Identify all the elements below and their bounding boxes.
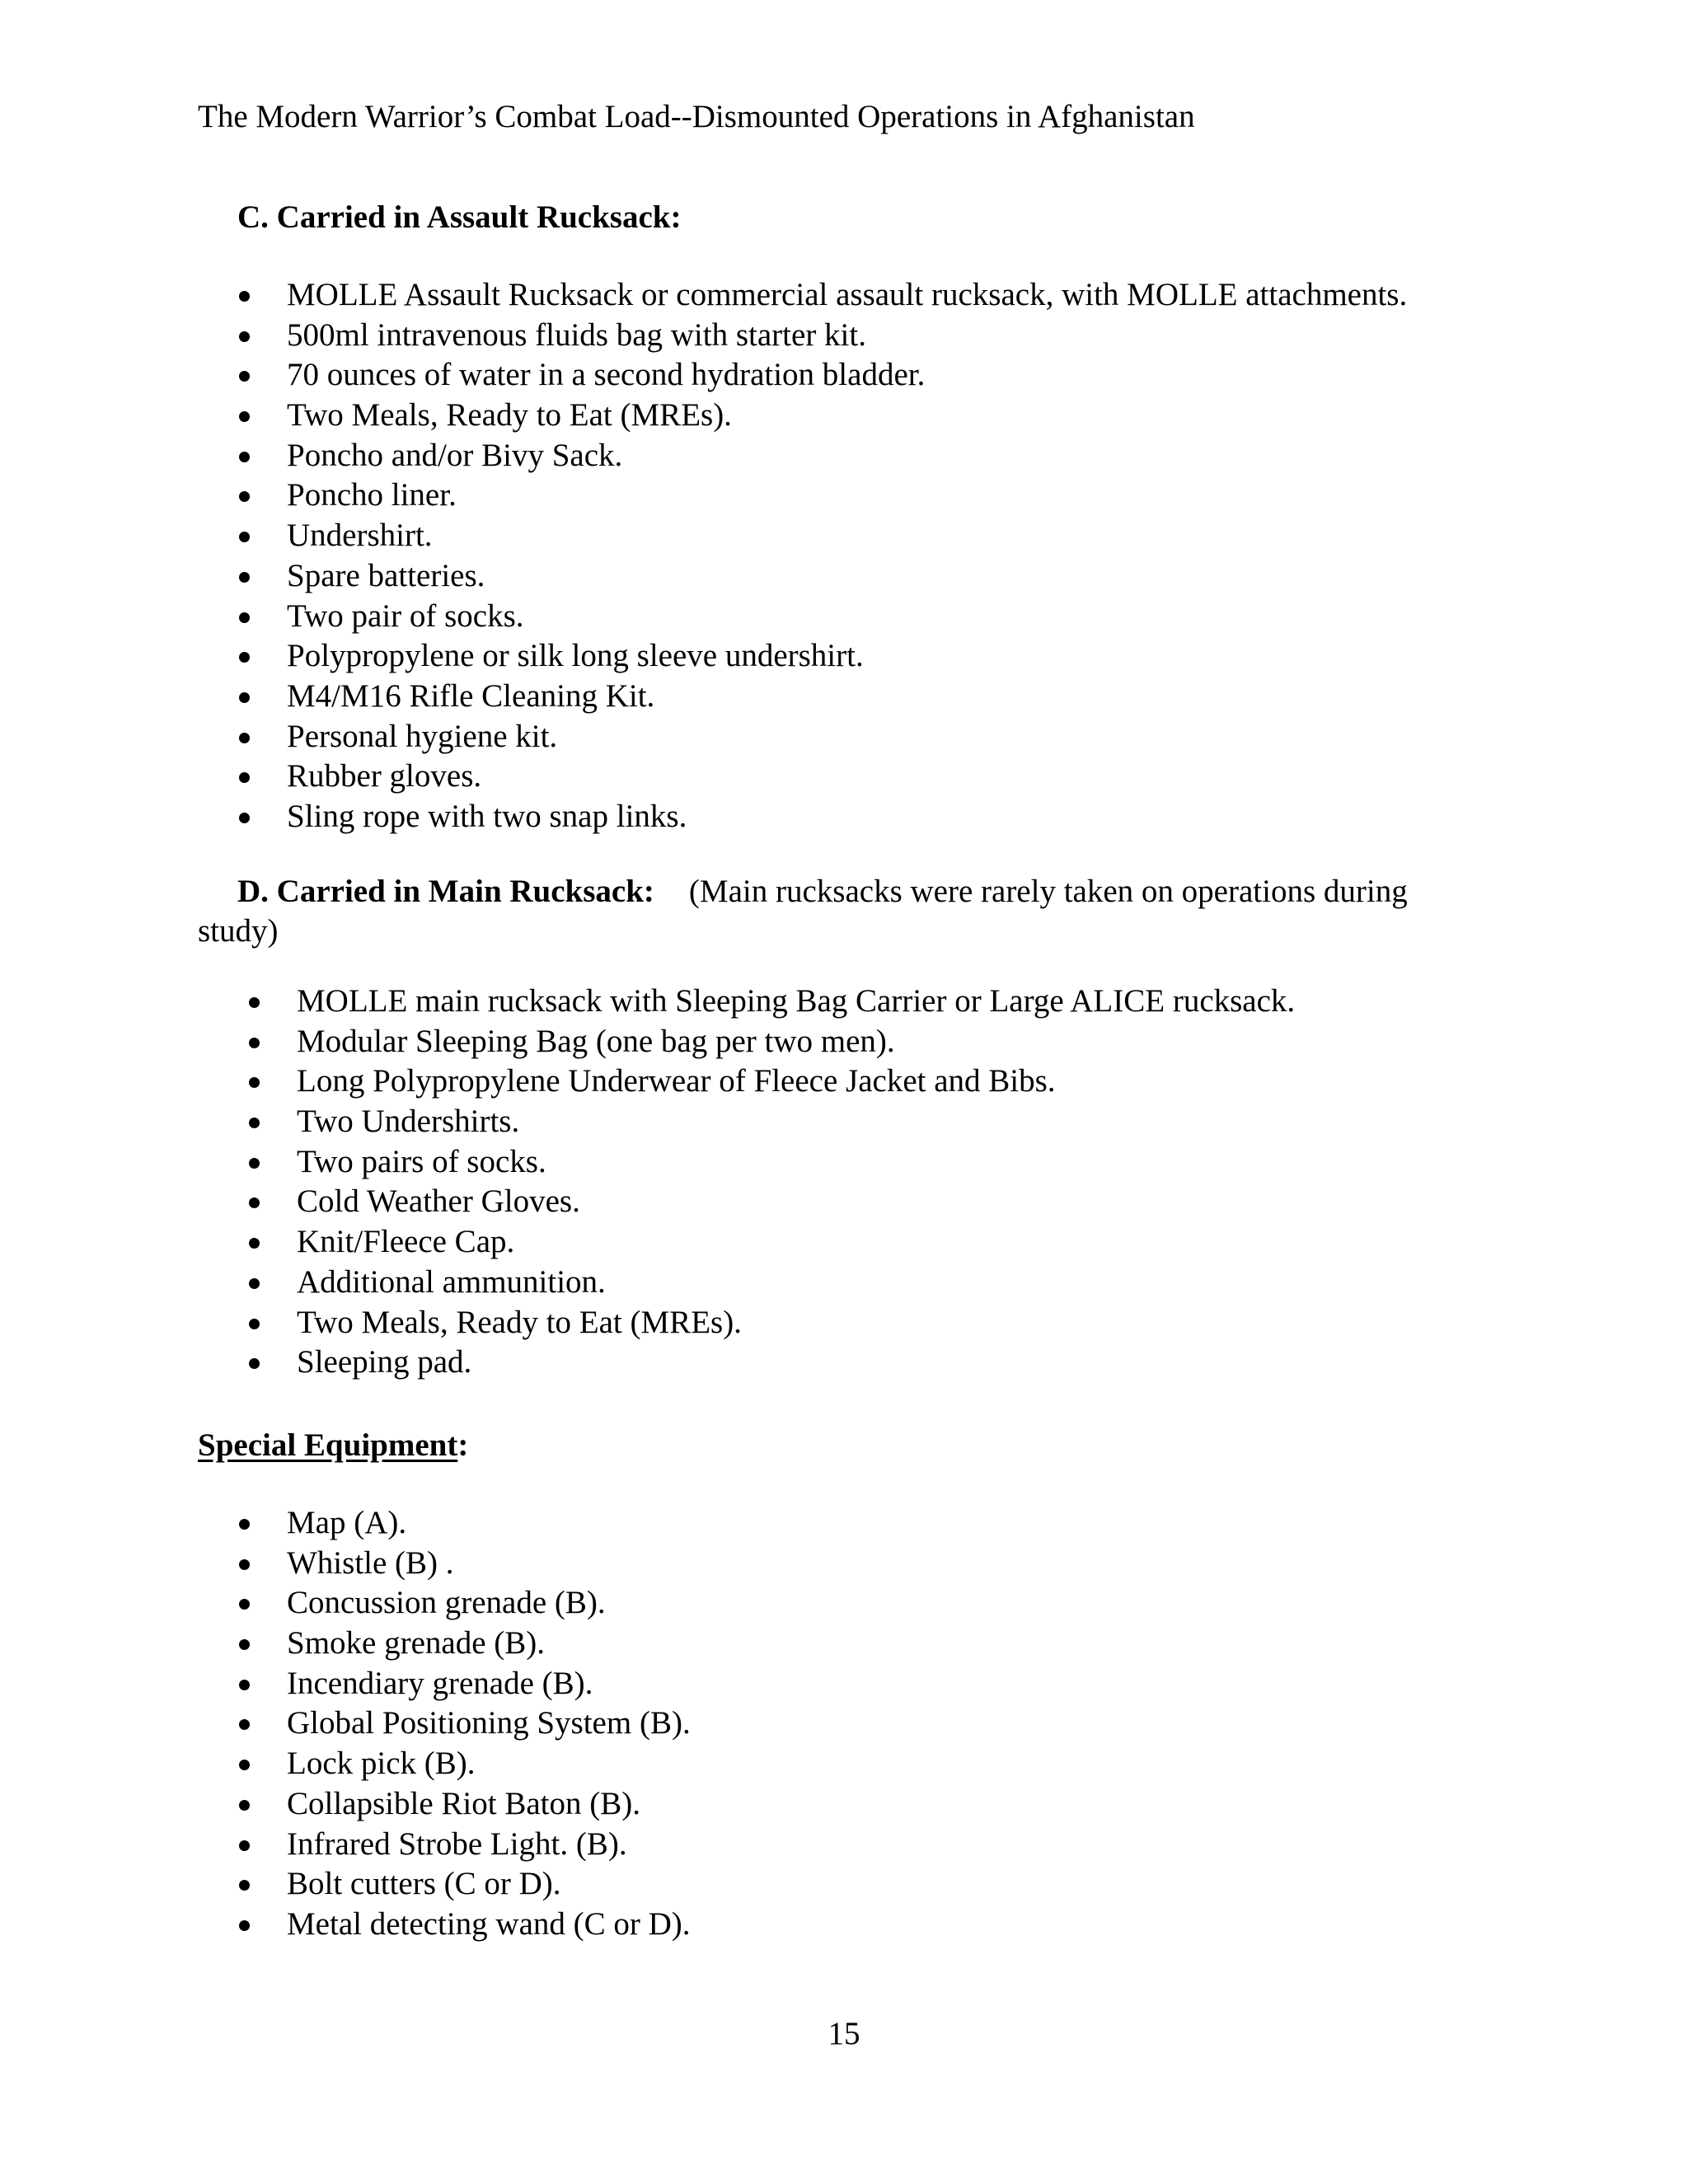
list-item-text: Whistle (B) . xyxy=(287,1544,454,1581)
section-d-heading-label: D. Carried in Main Rucksack: xyxy=(237,874,654,909)
bullet-icon xyxy=(249,1077,260,1088)
bullet-icon xyxy=(249,997,260,1008)
bullet-icon xyxy=(249,1197,260,1208)
list-item-text: Incendiary grenade (B). xyxy=(287,1665,593,1701)
bullet-icon xyxy=(239,532,250,542)
list-item-text: Smoke grenade (B). xyxy=(287,1625,545,1661)
list-item-text: Lock pick (B). xyxy=(287,1746,476,1782)
list-item-text: Polypropylene or silk long sleeve undershirt. xyxy=(287,638,864,674)
list-item-text: Two Meals, Ready to Eat (MREs). xyxy=(287,397,732,434)
bullet-icon xyxy=(239,1920,250,1931)
bullet-icon xyxy=(239,1559,250,1570)
list-item-text: Sleeping pad. xyxy=(297,1344,472,1380)
bullet-icon xyxy=(239,291,250,302)
page-number: 15 xyxy=(828,2016,860,2051)
list-item-text: Long Polypropylene Underwear of Fleece Jacket and Bibs. xyxy=(297,1063,1056,1099)
list-item-text: 70 ounces of water in a second hydration bladder. xyxy=(287,357,926,393)
list-item-text: Modular Sleeping Bag (one bag per two men). xyxy=(297,1023,895,1059)
bullet-icon xyxy=(239,612,250,623)
bullet-icon xyxy=(239,1800,250,1811)
running-header: The Modern Warrior’s Combat Load--Dismounted Operations in Afghanistan xyxy=(198,99,1195,134)
bullet-icon xyxy=(239,692,250,703)
bullet-icon xyxy=(239,1519,250,1530)
list-item-text: Collapsible Riot Baton (B). xyxy=(287,1785,640,1821)
list-item-text: Knit/Fleece Cap. xyxy=(297,1224,515,1260)
list-item-text: Additional ammunition. xyxy=(297,1263,606,1300)
list-item-text: Two pairs of socks. xyxy=(297,1143,546,1179)
bullet-icon xyxy=(239,1719,250,1730)
bullet-icon xyxy=(239,1599,250,1610)
bullet-icon xyxy=(239,813,250,823)
bullet-icon xyxy=(239,1760,250,1770)
section-d-heading xyxy=(198,872,1484,951)
bullet-icon xyxy=(239,491,250,502)
bullet-icon xyxy=(249,1158,260,1169)
list-item-text: Metal detecting wand (C or D). xyxy=(287,1905,691,1942)
special-equipment-heading xyxy=(198,1426,468,1465)
bullet-icon xyxy=(239,733,250,743)
list-item-text: Two Meals, Ready to Eat (MREs). xyxy=(297,1304,742,1340)
bullet-icon xyxy=(249,1319,260,1329)
bullet-icon xyxy=(239,411,250,422)
list-item-text: M4/M16 Rifle Cleaning Kit. xyxy=(287,677,655,714)
special-equipment-heading-colon: : xyxy=(457,1427,469,1463)
bullet-icon xyxy=(239,772,250,783)
list-item-text: Rubber gloves. xyxy=(287,758,482,794)
list-item-text: MOLLE main rucksack with Sleeping Bag Carrier or Large ALICE rucksack. xyxy=(297,983,1296,1019)
section-d-heading-note: (Main rucksacks were rarely taken on operations during study) xyxy=(198,874,1408,949)
list-item-text: Global Positioning System (B). xyxy=(287,1705,691,1741)
bullet-icon xyxy=(249,1358,260,1369)
list-item-text: Concussion grenade (B). xyxy=(287,1585,606,1621)
bullet-icon xyxy=(239,1880,250,1891)
bullet-icon xyxy=(239,652,250,663)
list-item-text: Spare batteries. xyxy=(287,557,485,593)
bullet-icon xyxy=(249,1238,260,1249)
list-item-text: Two pair of socks. xyxy=(287,598,524,634)
list-item-text: Poncho and/or Bivy Sack. xyxy=(287,437,623,473)
special-equipment-heading-label: Special Equipment xyxy=(198,1427,458,1463)
list-item-text: Bolt cutters (C or D). xyxy=(287,1866,561,1902)
bullet-icon xyxy=(239,572,250,583)
list-item-text: Personal hygiene kit. xyxy=(287,718,558,754)
bullet-icon xyxy=(239,452,250,462)
list-item-text: Sling rope with two snap links. xyxy=(287,798,687,834)
list-item-text: 500ml intravenous fluids bag with starter kit. xyxy=(287,316,866,353)
list-item-text: Infrared Strobe Light. (B). xyxy=(287,1825,627,1862)
bullet-icon xyxy=(239,1639,250,1650)
bullet-icon xyxy=(239,1680,250,1690)
bullet-icon xyxy=(249,1278,260,1289)
bullet-icon xyxy=(249,1118,260,1128)
section-c-heading: C. Carried in Assault Rucksack: xyxy=(237,199,682,235)
list-item-text: Poncho liner. xyxy=(287,477,457,513)
list-item-text: Map (A). xyxy=(287,1505,407,1540)
bullet-icon xyxy=(239,331,250,342)
list-item-text: Undershirt. xyxy=(287,518,433,554)
bullet-icon xyxy=(249,1038,260,1048)
list-item-text: MOLLE Assault Rucksack or commercial assault rucksack, with MOLLE attachments. xyxy=(287,277,1408,312)
bullet-icon xyxy=(239,371,250,382)
bullet-icon xyxy=(239,1840,250,1851)
list-item-text: Two Undershirts. xyxy=(297,1104,520,1140)
list-item-text: Cold Weather Gloves. xyxy=(297,1183,580,1220)
